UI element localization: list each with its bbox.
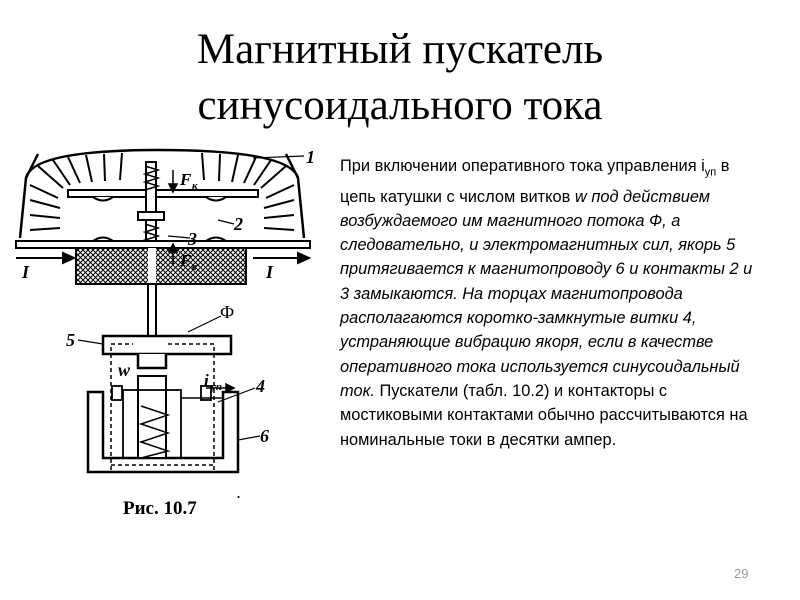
armature-pole xyxy=(138,354,166,368)
body-text xyxy=(340,154,760,452)
label-control-current-sub: уп xyxy=(211,381,222,393)
label-6: 6 xyxy=(260,426,269,446)
label-force-k-sub: к xyxy=(192,180,198,192)
text-p1-a: При включении оперативного тока управления i xyxy=(340,157,705,175)
label-winding: w xyxy=(118,360,131,380)
flux-leader xyxy=(188,316,221,332)
label-current-right: I xyxy=(266,262,274,282)
title-line-1: Магнитный пускатель xyxy=(196,26,604,73)
contact-bridge xyxy=(68,190,258,197)
label-1: 1 xyxy=(306,147,315,167)
contact-left-top xyxy=(93,197,113,201)
label-5: 5 xyxy=(66,330,75,350)
fixed-contact-bar xyxy=(16,241,310,248)
rod xyxy=(148,284,156,336)
label-2: 2 xyxy=(234,214,243,234)
label-control-current: i xyxy=(204,371,209,390)
text-p2: Пускатели (табл. 10.2) и контакторы с мостиковыми контактами обычно рассчитываются на номинальные токи в десятки ампер. xyxy=(340,381,748,449)
label-4: 4 xyxy=(256,376,265,396)
force-arrows xyxy=(169,170,177,266)
slide-number: 29 xyxy=(734,566,749,581)
label-3: 3 xyxy=(188,229,197,249)
insulating-base-gap xyxy=(148,248,156,284)
text-p1-b: в цепь катушки с числом витков xyxy=(340,157,730,206)
lower-bridge xyxy=(138,212,164,220)
title-line-2: синусоидального тока xyxy=(197,82,603,129)
label-force-v-sub: в xyxy=(192,261,197,273)
label-force-v: F xyxy=(180,251,192,270)
starter-diagram xyxy=(8,140,328,530)
text-p1-c: w под действием возбуждаемого им магнитного потока Ф, а следовательно, и электромагнитных сил, якорь 5 притягивается к магнитопроводу 6 и контакты 2 и 3 замыкаются. На торцах магнитопровода располагаются коротко-замкнутые витки 4, устраняющие вибрацию якоря, если в качестве оперативного тока используется синусоидальный ток. xyxy=(340,187,753,400)
label-flux: Ф xyxy=(220,302,235,322)
text-p1-sub: уп xyxy=(704,166,717,179)
slide-title xyxy=(0,22,800,134)
contact-right-top xyxy=(206,197,226,201)
insulating-base xyxy=(76,248,246,284)
figure-caption: Рис. 10.7 xyxy=(123,498,197,519)
label-current-left: I xyxy=(22,262,30,282)
label-force-k: F xyxy=(180,170,192,189)
stray-dot: . xyxy=(236,482,242,502)
armature xyxy=(103,336,231,354)
